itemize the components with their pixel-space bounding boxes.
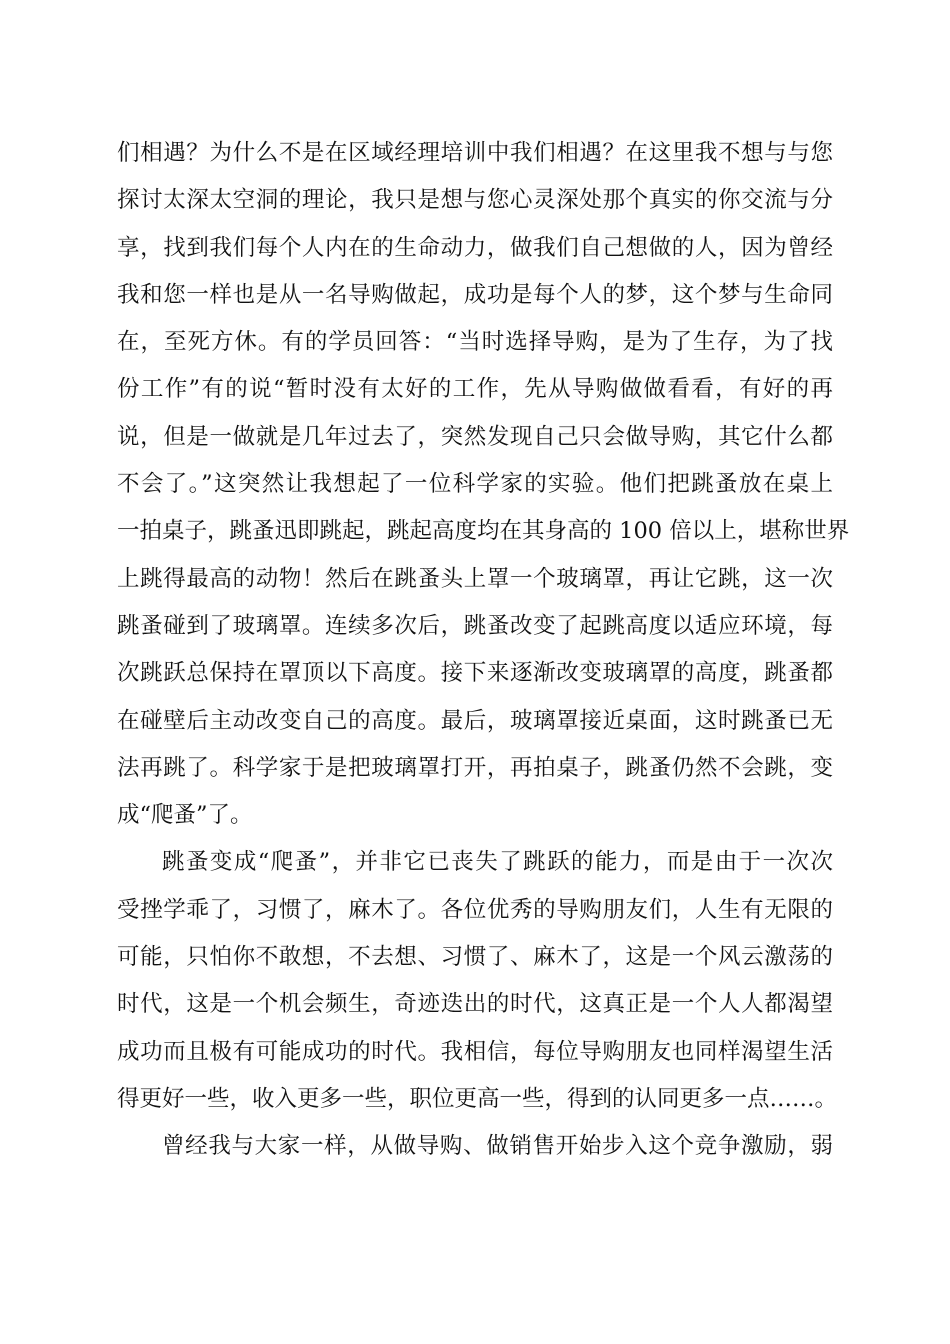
paragraph bbox=[117, 839, 838, 1123]
text-line: 份工作”有的说“暂时没有太好的工作，先从导购做做看看，有好的再 bbox=[117, 376, 833, 403]
text-line: 成功而且极有可能成功的时代。我相信，每位导购朋友也同样渴望生活 bbox=[117, 1038, 833, 1065]
text-line: 说，但是一做就是几年过去了，突然发现自己只会做导购，其它什么都 bbox=[117, 423, 833, 450]
text-line: 成“爬蚤”了。 bbox=[117, 802, 253, 829]
text-line: 我和您一样也是从一名导购做起，成功是每个人的梦，这个梦与生命同 bbox=[117, 281, 833, 308]
text-line: 享，找到我们每个人内在的生命动力，做我们自己想做的人，因为曾经 bbox=[117, 234, 833, 261]
text-line: 法再跳了。科学家于是把玻璃罩打开，再拍桌子，跳蚤仍然不会跳，变 bbox=[117, 754, 833, 781]
text-line: 得更好一些，收入更多一些，职位更高一些，得到的认同更多一点……。 bbox=[117, 1085, 838, 1112]
document-body bbox=[117, 130, 850, 1171]
text-line: 在，至死方休。有的学员回答：“当时选择导购，是为了生存，为了找 bbox=[117, 329, 833, 356]
text-line: 们相遇？为什么不是在区域经理培训中我们相遇？在这里我不想与与您 bbox=[117, 140, 833, 166]
text-line: 一拍桌子，跳蚤迅即跳起，跳起高度均在其身高的 100 倍以上，堪称世界 bbox=[117, 518, 850, 545]
text-line: 次跳跃总保持在罩顶以下高度。接下来逐渐改变玻璃罩的高度，跳蚤都 bbox=[117, 660, 833, 687]
text-line: 上跳得最高的动物！然后在跳蚤头上罩一个玻璃罩，再让它跳，这一次 bbox=[117, 565, 833, 592]
text-line: 时代，这是一个机会频生，奇迹迭出的时代，这真正是一个人人都渴望 bbox=[117, 991, 833, 1018]
text-line: 在碰壁后主动改变自己的高度。最后，玻璃罩接近桌面，这时跳蚤已无 bbox=[117, 707, 833, 734]
text-line: 跳蚤变成“爬蚤”，并非它已丧失了跳跃的能力，而是由于一次次 bbox=[162, 849, 833, 876]
text-line: 不会了。”这突然让我想起了一位科学家的实验。他们把跳蚤放在桌上 bbox=[117, 471, 833, 498]
text-line: 可能，只怕你不敢想，不去想、习惯了、麻木了，这是一个风云激荡的 bbox=[117, 944, 833, 971]
text-line: 曾经我与大家一样，从做导购、做销售开始步入这个竞争激励，弱 bbox=[162, 1133, 833, 1160]
text-line: 跳蚤碰到了玻璃罩。连续多次后，跳蚤改变了起跳高度以适应环境，每 bbox=[117, 612, 833, 639]
paragraph bbox=[117, 130, 850, 839]
paragraph bbox=[117, 1123, 833, 1170]
text-line: 探讨太深太空洞的理论，我只是想与您心灵深处那个真实的你交流与分 bbox=[117, 187, 833, 214]
text-line: 受挫学乖了，习惯了，麻木了。各位优秀的导购朋友们，人生有无限的 bbox=[117, 896, 833, 923]
